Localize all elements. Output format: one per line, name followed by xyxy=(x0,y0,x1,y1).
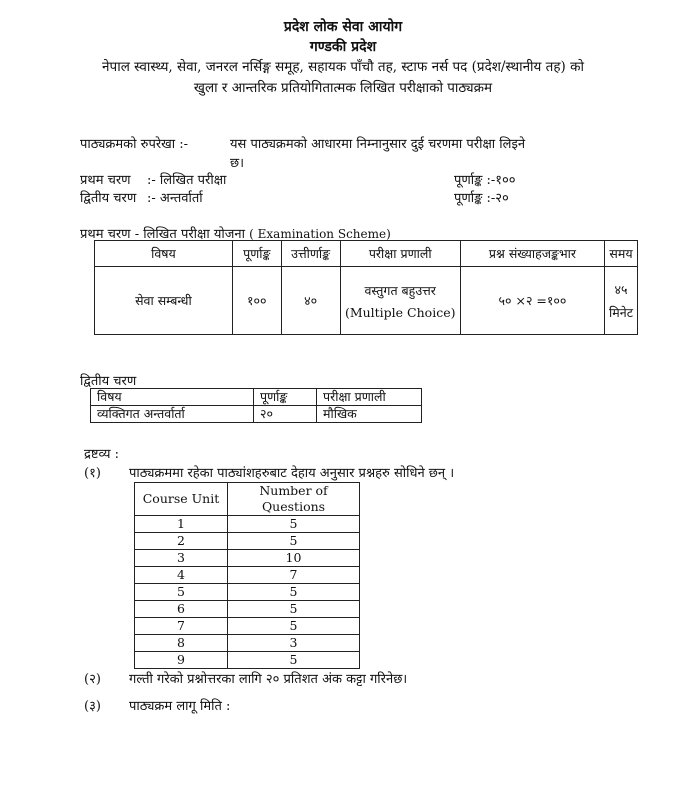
col-course-unit: Course Unit xyxy=(135,483,228,516)
outline-text: यस पाठ्यक्रमको आधारमा निम्नानुसार दुई चरणमा परीक्षा लिइने xyxy=(230,137,526,152)
stage2-label: द्वितीय चरण xyxy=(80,191,137,206)
cell-questions: 5 xyxy=(228,618,360,635)
cell-full-marks: २० xyxy=(254,406,317,423)
cell-unit: 8 xyxy=(135,635,228,652)
cell-unit: 2 xyxy=(135,533,228,550)
course-units-table xyxy=(134,482,360,669)
table-header-row xyxy=(135,483,360,516)
cell-questions: ५० ×२ =१०० xyxy=(460,267,604,335)
cell-unit: 9 xyxy=(135,652,228,669)
header-post-line: नेपाल स्वास्थ्य, सेवा, जनरल नर्सिङ्ग समूह, सहायक पाँचौ तह, स्टाफ नर्स पद (प्रदेश/स्थानीय तह) को xyxy=(102,59,584,75)
col-time: समय xyxy=(605,241,638,267)
cell-unit: 5 xyxy=(135,584,228,601)
stage1-marks: पूर्णाङ्क :-१०० xyxy=(454,173,516,188)
table-row xyxy=(135,550,360,567)
scheme-title-en: ( Examination Scheme) xyxy=(249,227,391,241)
cell-questions: 5 xyxy=(228,516,360,533)
stage1-label: प्रथम चरण xyxy=(80,173,131,188)
cell-exam-system: मौखिक xyxy=(317,406,422,423)
col-exam-system: परीक्षा प्रणाली xyxy=(317,389,422,406)
outline-text-cont: छ। xyxy=(230,156,245,171)
col-questions: प्रश्न संख्याहजङ्कभार xyxy=(460,241,604,267)
second-stage-title: द्वितीय चरण xyxy=(80,374,137,389)
table-header-row xyxy=(95,241,638,267)
note-1-text: पाठ्यक्रममा रहेका पाठ्यांशहरुबाट देहाय अनुसार प्रश्नहरु सोधिने छन् । xyxy=(129,466,455,481)
exam-scheme-table xyxy=(94,240,638,335)
table-row xyxy=(135,635,360,652)
note-2-number: (२) xyxy=(84,672,101,687)
table-row xyxy=(91,406,422,423)
cell-subject: सेवा सम्बन्धी xyxy=(95,267,233,335)
cell-questions: 5 xyxy=(228,652,360,669)
cell-questions: 7 xyxy=(228,567,360,584)
table-header-row xyxy=(91,389,422,406)
time-value: ४५ xyxy=(614,281,628,297)
outline-label: पाठ्यक्रमको रुपरेखा :- xyxy=(80,137,189,152)
col-subject: विषय xyxy=(95,241,233,267)
col-exam-system: परीक्षा प्रणाली xyxy=(340,241,460,267)
table-row xyxy=(135,567,360,584)
second-stage-table xyxy=(90,388,422,423)
cell-unit: 6 xyxy=(135,601,228,618)
table-row xyxy=(135,618,360,635)
cell-unit: 1 xyxy=(135,516,228,533)
exam-system-line1: वस्तुगत बहुउत्तर xyxy=(364,282,436,298)
cell-pass-marks: ४० xyxy=(281,267,340,335)
cell-unit: 7 xyxy=(135,618,228,635)
scheme-title-np: प्रथम चरण - लिखित परीक्षा योजना xyxy=(80,227,245,242)
table-row xyxy=(135,584,360,601)
cell-questions: 5 xyxy=(228,601,360,618)
cell-subject: व्यक्तिगत अन्तर्वार्ता xyxy=(91,406,254,423)
cell-exam-system xyxy=(340,267,460,335)
note-3-text: पाठ्यक्रम लागू मिति : xyxy=(129,699,231,714)
cell-full-marks: १०० xyxy=(232,267,281,335)
note-1-number: (१) xyxy=(84,466,101,481)
notes-title: द्रष्टव्य : xyxy=(84,447,119,462)
table-row xyxy=(95,267,638,335)
col-number-of-questions: Number of Questions xyxy=(228,483,360,516)
table-row xyxy=(135,533,360,550)
note-3-number: (३) xyxy=(84,699,101,714)
stage2-marks: पूर्णाङ्क :-२० xyxy=(454,191,509,206)
stage1-value: :- लिखित परीक्षा xyxy=(147,173,227,188)
cell-questions: 5 xyxy=(228,533,360,550)
cell-questions: 3 xyxy=(228,635,360,652)
col-full-marks: पूर्णाङ्क xyxy=(232,241,281,267)
col-full-marks: पूर्णाङ्क xyxy=(254,389,317,406)
cell-time xyxy=(605,267,638,335)
header-syllabus-line: खुला र आन्तरिक प्रतियोगितात्मक लिखित परीक्षाको पाठ्यक्रम xyxy=(193,80,493,96)
header-subtitle: गण्डकी प्रदेश xyxy=(309,39,377,55)
table-row xyxy=(135,601,360,618)
header-title: प्रदेश लोक सेवा आयोग xyxy=(283,19,403,35)
col-subject: विषय xyxy=(91,389,254,406)
time-unit: मिनेट xyxy=(609,304,633,320)
table-row xyxy=(135,516,360,533)
cell-unit: 3 xyxy=(135,550,228,567)
stage2-value: :- अन्तर्वार्ता xyxy=(147,191,203,206)
cell-questions: 5 xyxy=(228,584,360,601)
table-row xyxy=(135,652,360,669)
cell-unit: 4 xyxy=(135,567,228,584)
exam-system-line2: (Multiple Choice) xyxy=(344,304,456,320)
col-pass-marks: उत्तीर्णाङ्क xyxy=(281,241,340,267)
note-2-text: गल्ती गरेको प्रश्नोत्तरका लागि २० प्रतिशत अंक कट्टा गरिनेछ। xyxy=(129,672,408,687)
cell-questions: 10 xyxy=(228,550,360,567)
